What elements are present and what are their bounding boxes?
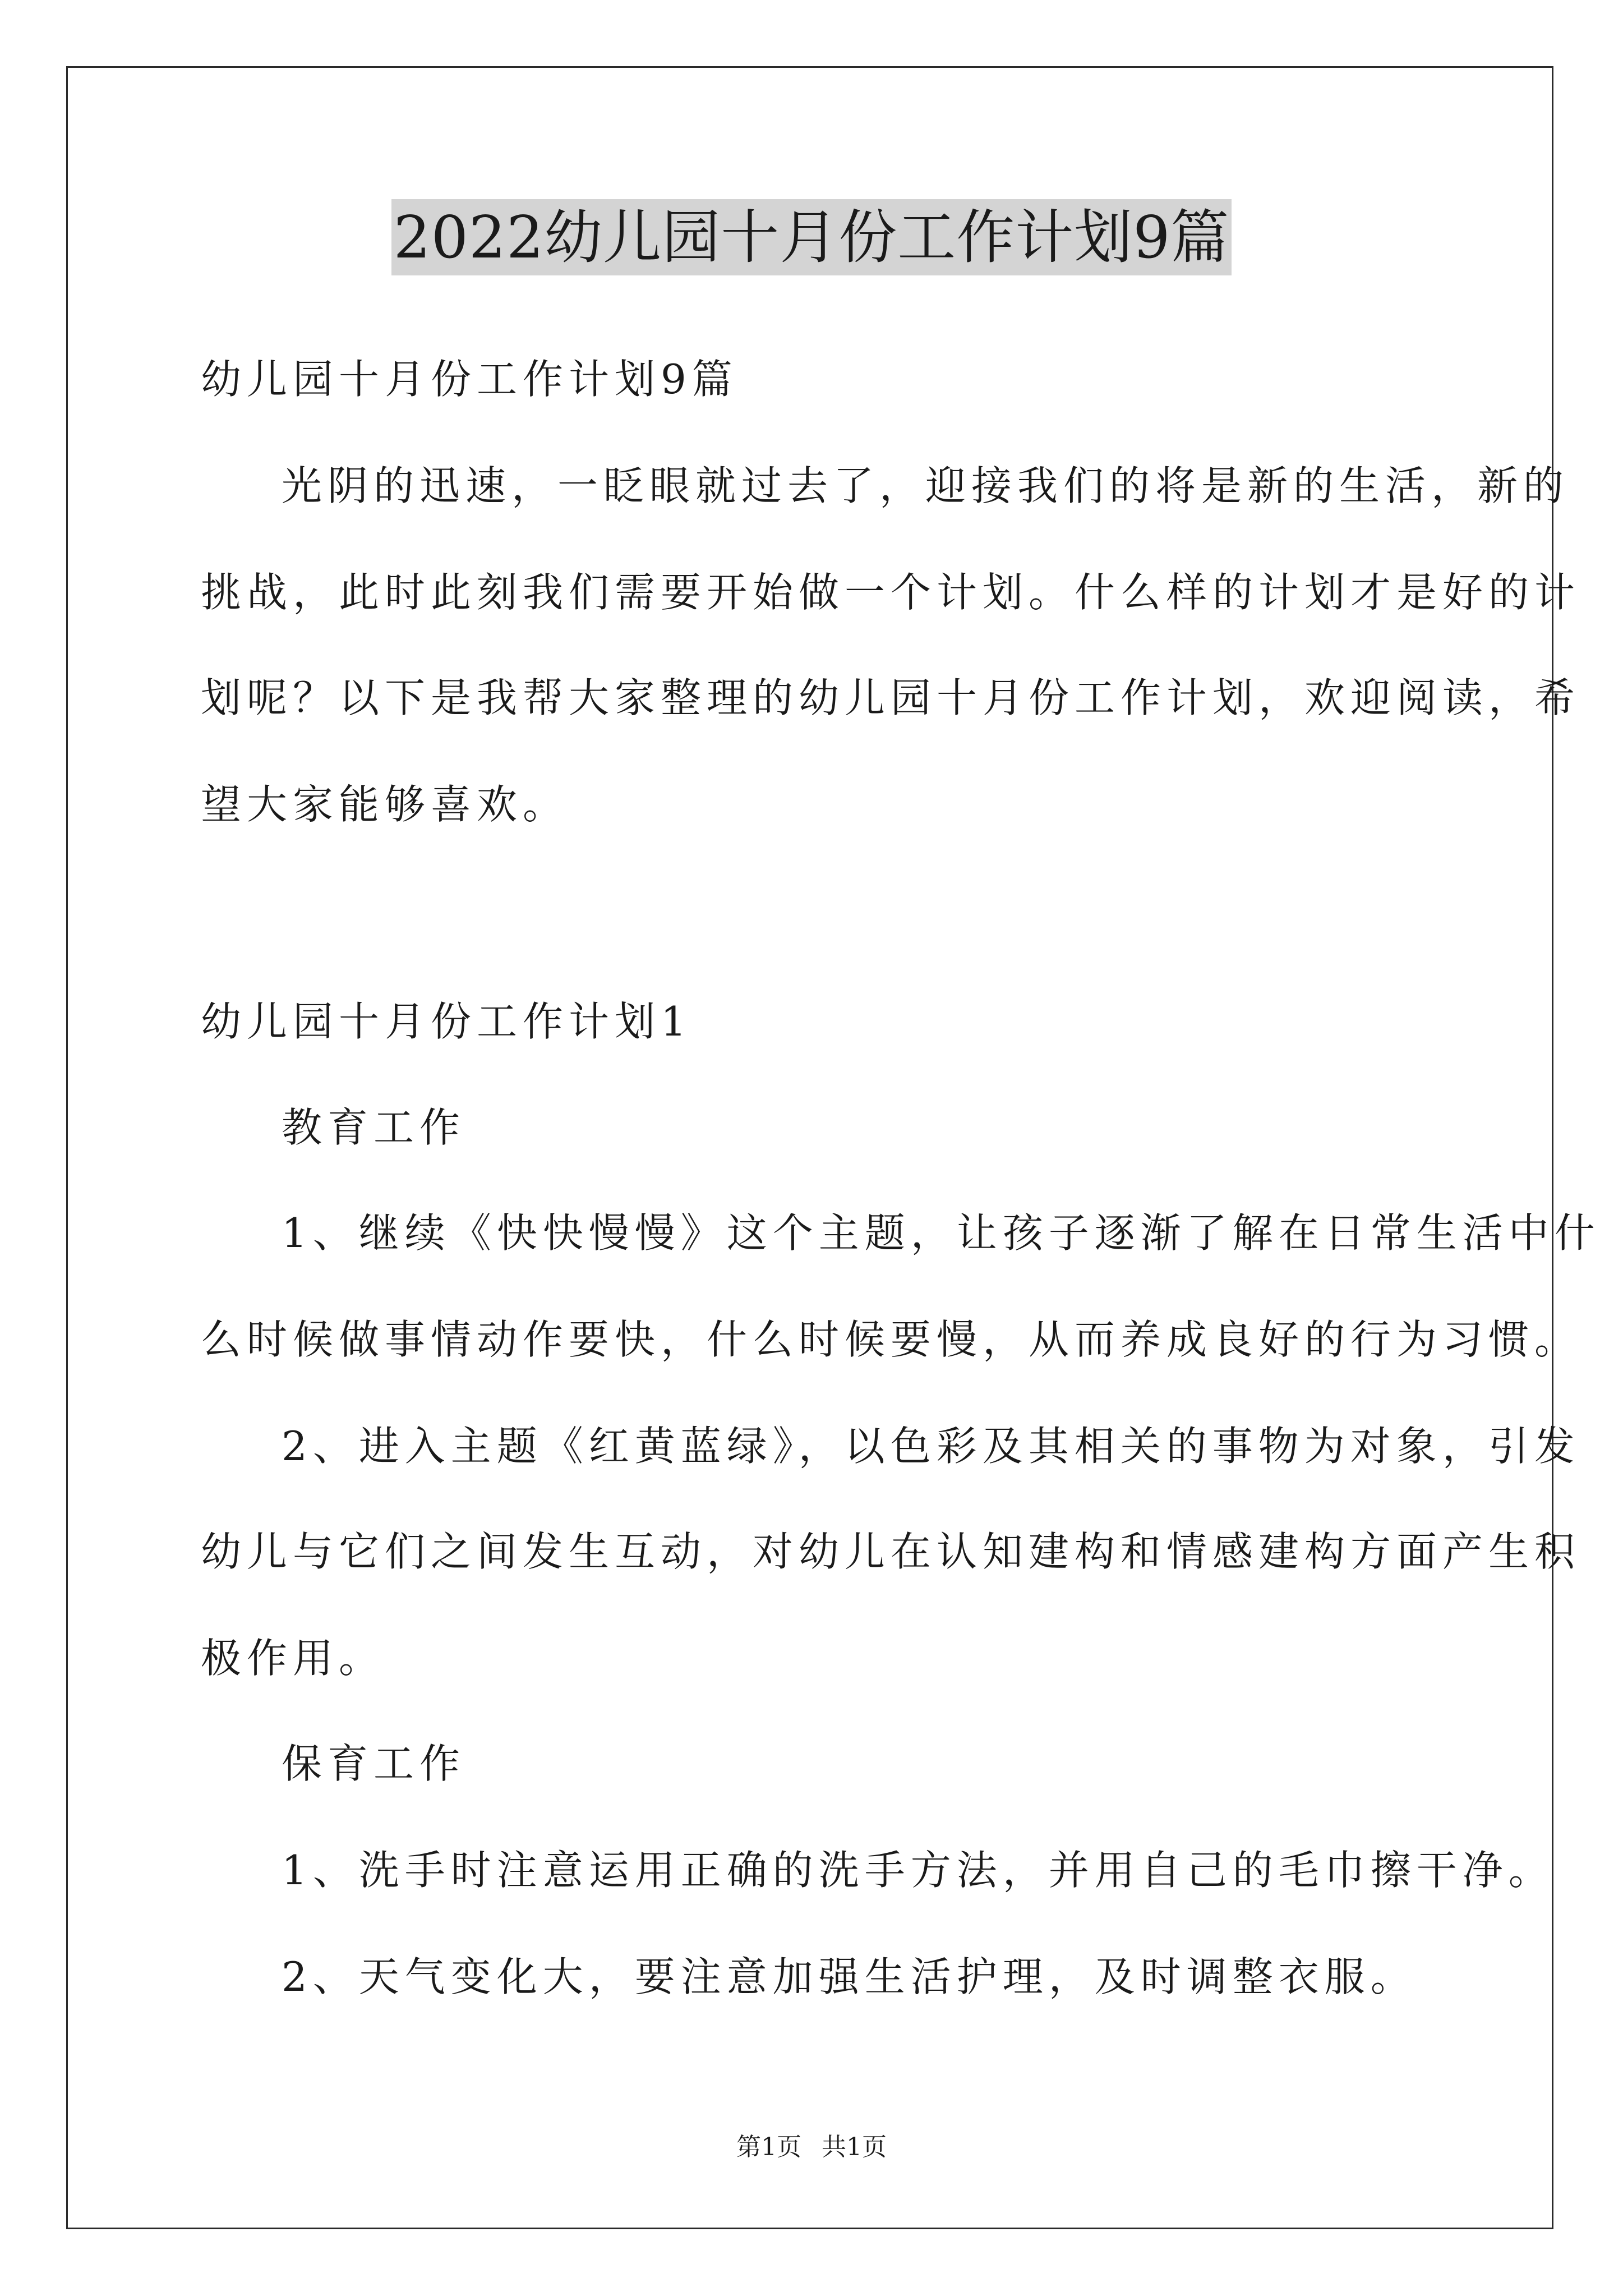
page-footer: [0, 2131, 1623, 2164]
intro-line: 光阴的迅速，一眨眼就过去了，迎接我们的将是新的生活，新的: [282, 462, 1570, 509]
education-line: 2、进入主题《红黄蓝绿》，以色彩及其相关的事物为对象，引发: [282, 1423, 1580, 1470]
education-line: 1、继续《快快慢慢》这个主题，让孩子逐渐了解在日常生活中什: [282, 1209, 1601, 1257]
subtitle: 幼儿园十月份工作计划9篇: [201, 356, 738, 403]
intro-line: 挑战，此时此刻我们需要开始做一个计划。什么样的计划才是好的计: [201, 569, 1581, 616]
education-line: 么时候做事情动作要快，什么时候要慢，从而养成良好的行为习惯。: [201, 1316, 1581, 1363]
intro-line: 划呢？以下是我帮大家整理的幼儿园十月份工作计划，欢迎阅读，希: [201, 674, 1581, 721]
education-line: 幼儿与它们之间发生互动，对幼儿在认知建构和情感建构方面产生积: [201, 1528, 1581, 1575]
page-number: 第1页: [736, 2133, 801, 2161]
document-title: 2022幼儿园十月份工作计划9篇: [391, 199, 1232, 275]
care-line: 2、天气变化大，要注意加强生活护理，及时调整衣服。: [282, 1953, 1417, 2000]
section-heading: 幼儿园十月份工作计划1: [201, 998, 692, 1045]
care-heading: 保育工作: [282, 1740, 466, 1787]
intro-line: 望大家能够喜欢。: [201, 781, 569, 828]
title-container: [0, 199, 1623, 275]
page-total: 共1页: [822, 2133, 887, 2161]
education-heading: 教育工作: [282, 1104, 466, 1151]
education-line: 极作用。: [201, 1635, 385, 1682]
care-line: 1、洗手时注意运用正确的洗手方法，并用自己的毛巾擦干净。: [282, 1847, 1555, 1894]
